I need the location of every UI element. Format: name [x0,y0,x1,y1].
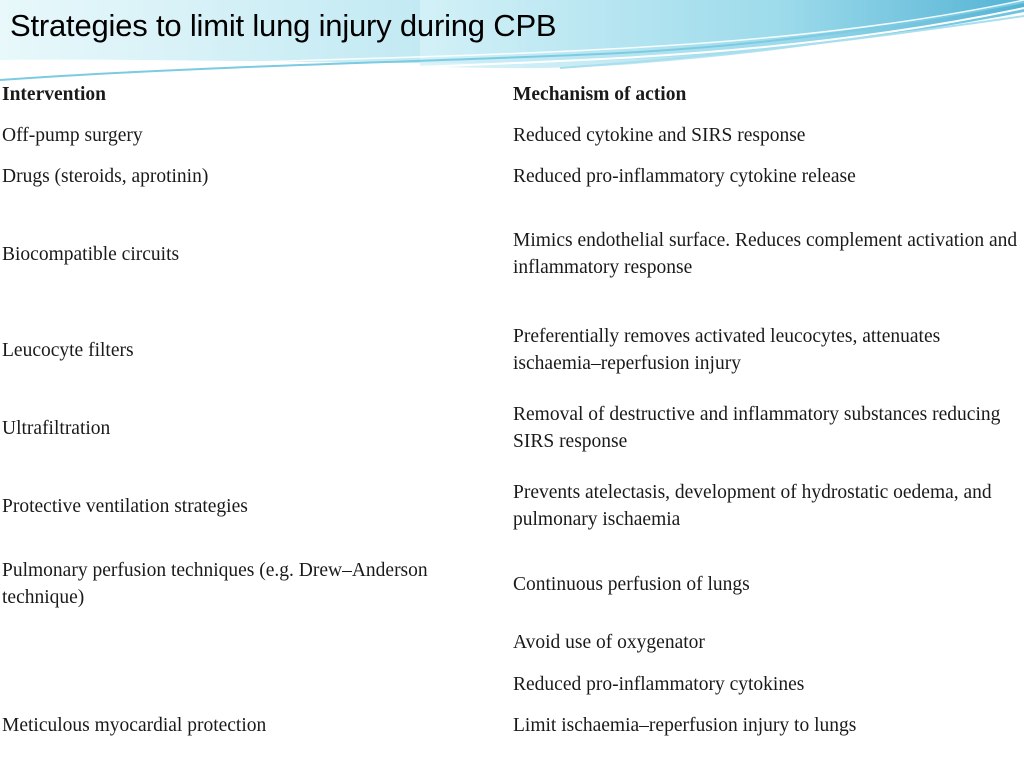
row-9-intervention: Meticulous myocardial protection [2,714,267,736]
row-4-mechanism: Removal of destructive and inflammatory substances reducing SIRS response [513,404,1001,452]
header-intervention: Intervention [2,83,106,105]
row-6-intervention: Pulmonary perfusion techniques (e.g. Drew–Anderson technique) [2,560,428,608]
row-3-intervention: Leucocyte filters [2,339,134,361]
row-0-mechanism: Reduced cytokine and SIRS response [513,124,806,146]
header-mechanism: Mechanism of action [513,83,687,105]
row-9-mechanism: Limit ischaemia–reperfusion injury to lungs [513,714,857,736]
slide-title: Strategies to limit lung injury during CPB [10,8,557,43]
row-2-intervention: Biocompatible circuits [2,243,180,265]
row-8-mechanism: Reduced pro-inflammatory cytokines [513,673,805,695]
row-7-intervention [2,628,502,656]
row-0-intervention: Off-pump surgery [2,124,143,146]
row-7-mechanism: Avoid use of oxygenator [513,631,705,653]
row-4-intervention: Ultrafiltration [2,417,111,439]
row-5-intervention: Protective ventilation strategies [2,495,248,517]
row-1-intervention: Drugs (steroids, aprotinin) [2,165,209,187]
row-5-mechanism: Prevents atelectasis, development of hydrostatic oedema, and pulmonary ischaemia [513,482,992,530]
row-8-intervention [2,670,502,698]
row-6-mechanism: Continuous perfusion of lungs [513,573,750,595]
row-3-mechanism: Preferentially removes activated leucocytes, attenuates ischaemia–reperfusion injury [513,326,941,374]
row-2-mechanism: Mimics endothelial surface. Reduces complement activation and inflammatory response [513,230,1018,278]
row-1-mechanism: Reduced pro-inflammatory cytokine release [513,165,856,187]
